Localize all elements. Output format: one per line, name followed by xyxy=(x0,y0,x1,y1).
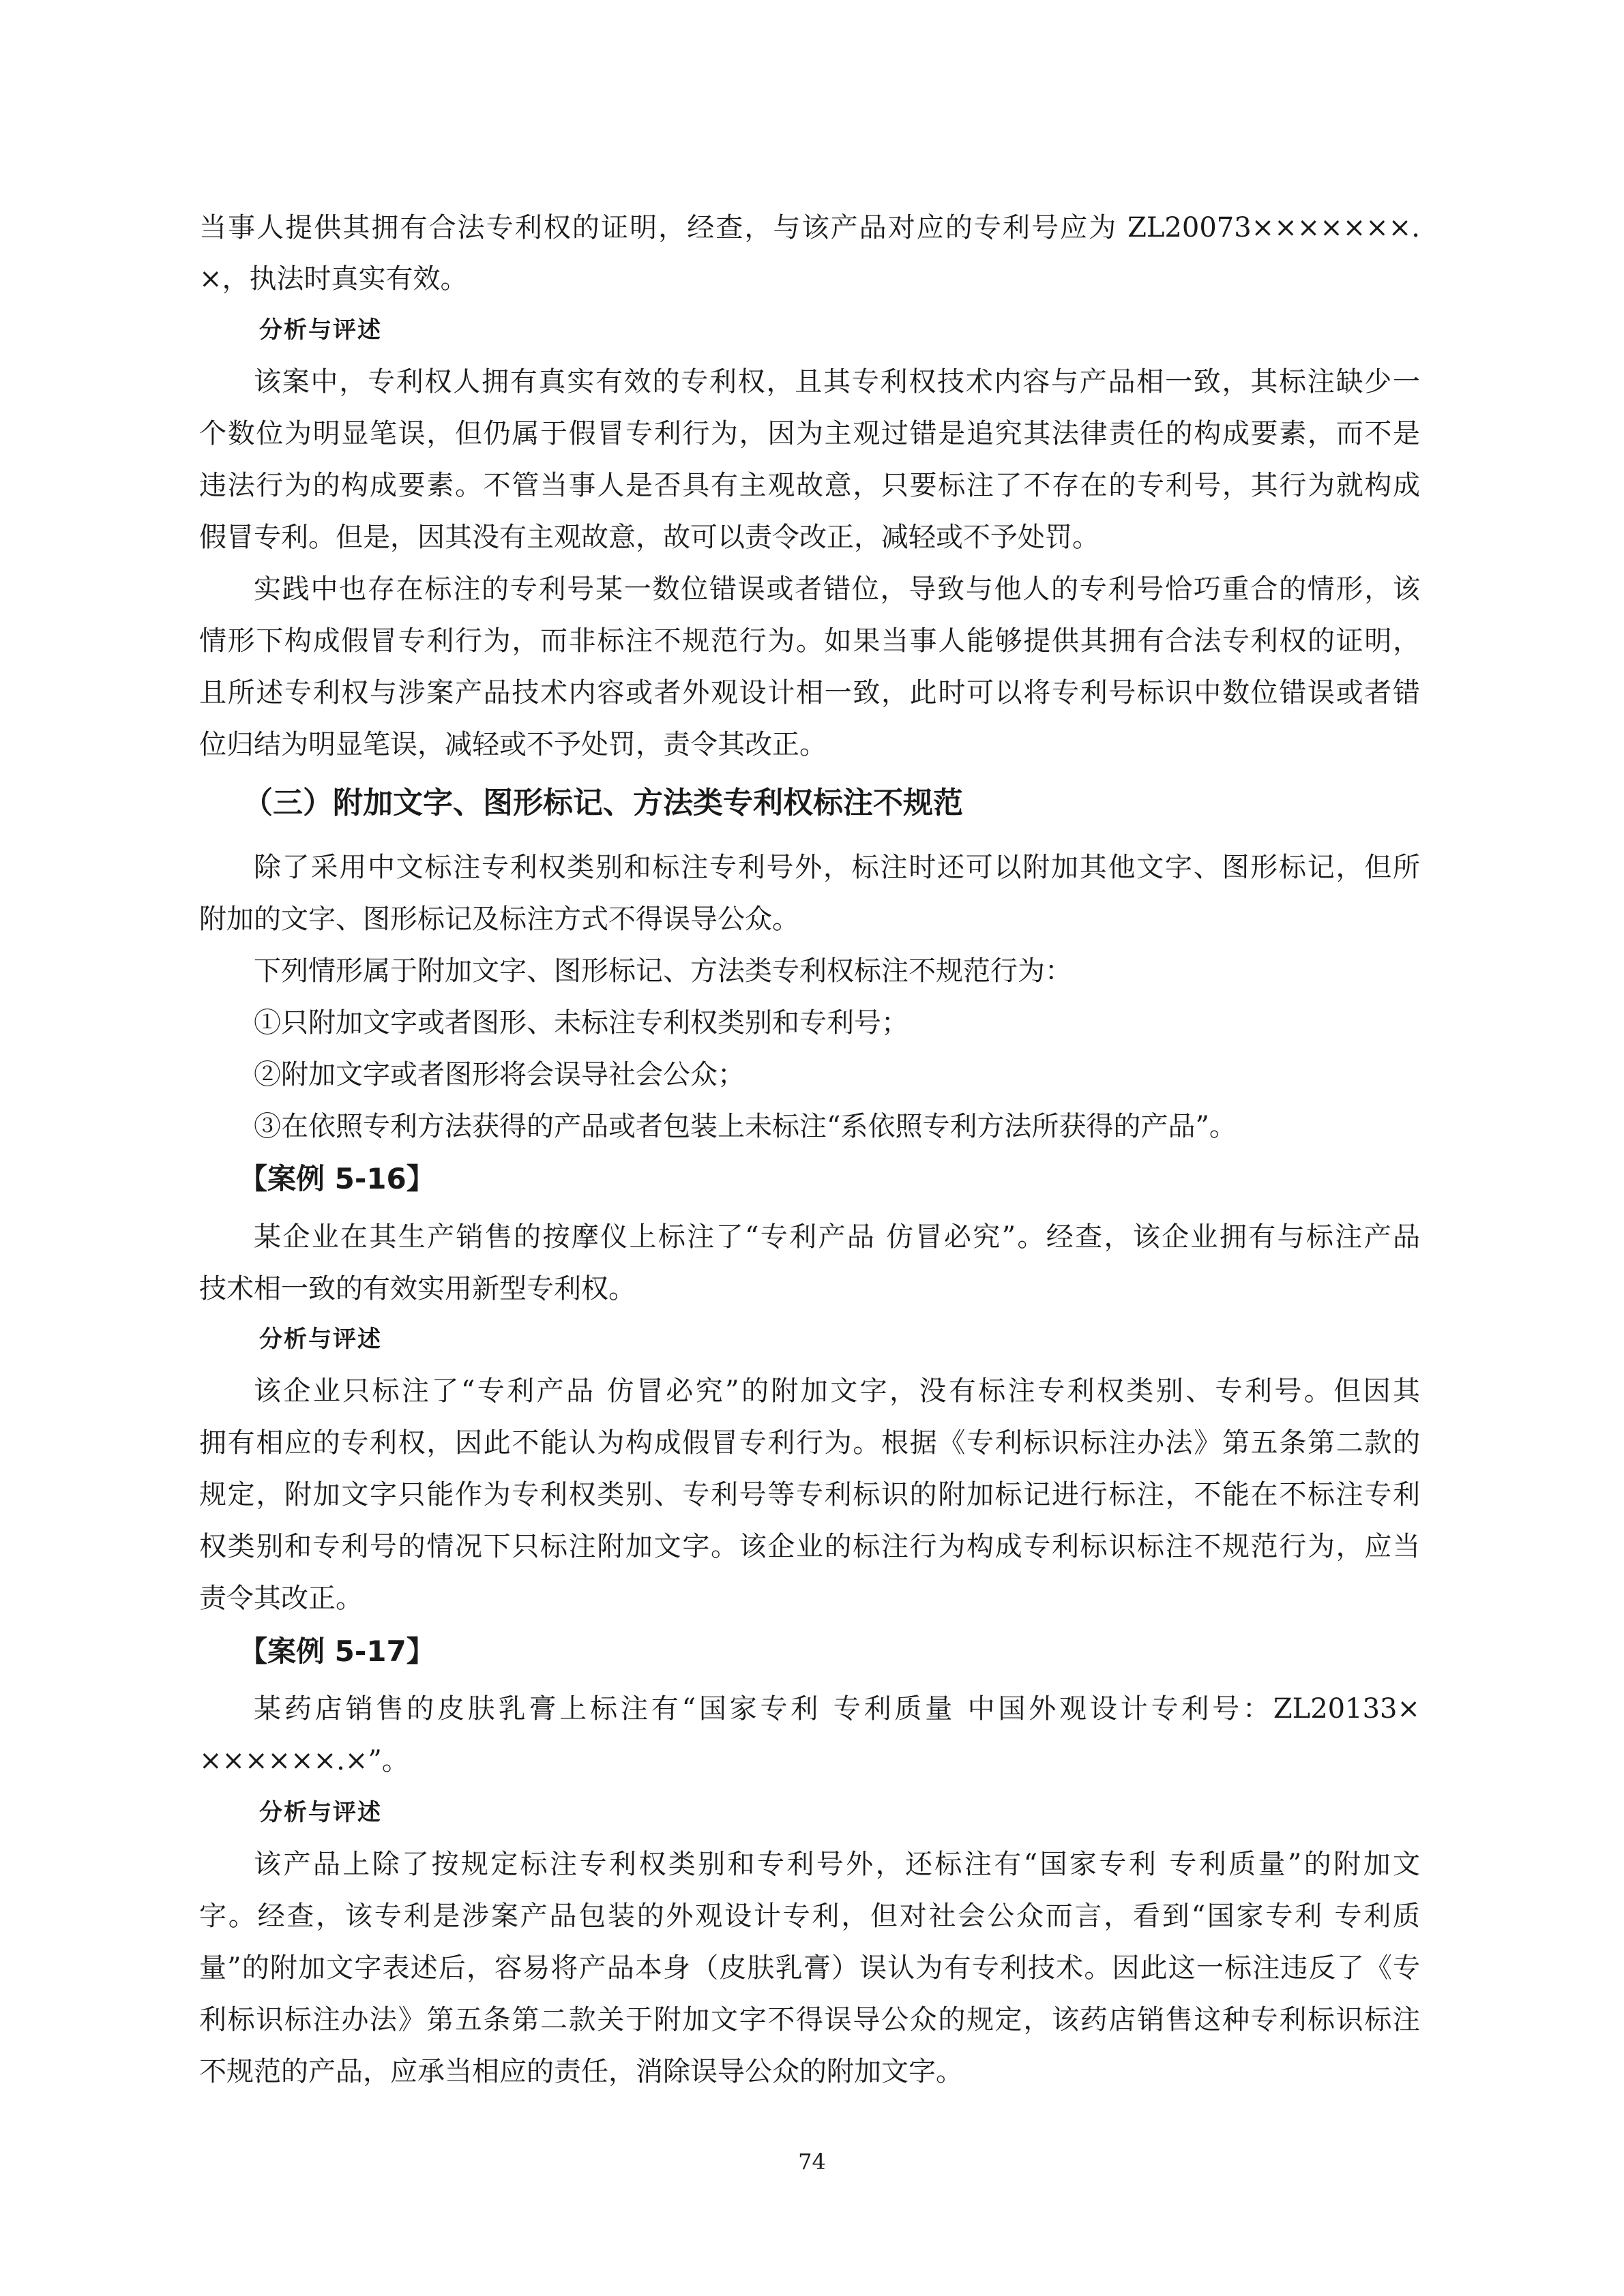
case17-line: 某药店销售的皮肤乳膏上标注有“国家专利 专利质量 中国外观设计专利号：ZL20133× xyxy=(254,1693,1420,1725)
case16-analysis-line: 权类别和专利号的情况下只标注附加文字。该企业的标注行为构成专利标识标注不规范行为，应当 xyxy=(199,1531,1420,1562)
case16-line: 某企业在其生产销售的按摩仪上标注了“专利产品 仿冒必究”。经查，该企业拥有与标注产品 xyxy=(254,1221,1420,1253)
case17-analysis-line: 量”的附加文字表述后，容易将产品本身（皮肤乳膏）误认为有专利技术。因此这一标注违反了《专 xyxy=(199,1952,1420,1984)
case-title-5-16: 【案例 5-16】 xyxy=(239,1162,435,1195)
intro-line-1: 当事人提供其拥有合法专利权的证明，经查，与该产品对应的专利号应为 ZL20073×××××××. xyxy=(199,212,1420,243)
analysis1-p2-line: 且所述专利权与涉案产品技术内容或者外观设计相一致，此时可以将专利号标识中数位错误或者错 xyxy=(199,677,1420,709)
case-title-5-17: 【案例 5-17】 xyxy=(239,1635,435,1668)
page-number: 74 xyxy=(798,2149,826,2175)
analysis-label-2: 分析与评述 xyxy=(259,1326,382,1353)
list-item: ②附加文字或者图形将会误导社会公众； xyxy=(254,1059,745,1090)
case17-analysis-line: 字。经查，该专利是涉案产品包装的外观设计专利，但对社会公众而言，看到“国家专利 专利质 xyxy=(199,1900,1420,1932)
case17-analysis-line: 该产品上除了按规定标注专利权类别和专利号外，还标注有“国家专利 专利质量”的附加文 xyxy=(254,1849,1420,1880)
section3-p1-line: 除了采用中文标注专利权类别和标注专利号外，标注时还可以附加其他文字、图形标记，但所 xyxy=(254,852,1420,883)
case17-line: ××××××.×”。 xyxy=(199,1745,409,1776)
case17-analysis-line: 利标识标注办法》第五条第二款关于附加文字不得误导公众的规定，该药店销售这种专利标识标注 xyxy=(199,2004,1420,2036)
analysis1-p2-line: 实践中也存在标注的专利号某一数位错误或者错位，导致与他人的专利号恰巧重合的情形，该 xyxy=(254,573,1420,605)
intro-line-2: ×，执法时真实有效。 xyxy=(199,263,468,295)
analysis1-p2-line: 位归结为明显笔误，减轻或不予处罚，责令其改正。 xyxy=(199,729,827,760)
analysis-label-1: 分析与评述 xyxy=(259,316,382,344)
case16-analysis-line: 该企业只标注了“专利产品 仿冒必究”的附加文字，没有标注专利权类别、专利号。但因其 xyxy=(254,1375,1420,1407)
section-heading: （三）附加文字、图形标记、方法类专利权标注不规范 xyxy=(243,786,963,820)
section3-p2: 下列情形属于附加文字、图形标记、方法类专利权标注不规范行为： xyxy=(254,955,1072,987)
analysis1-p1-line: 个数位为明显笔误，但仍属于假冒专利行为，因为主观过错是追究其法律责任的构成要素，而不是 xyxy=(199,418,1420,449)
analysis1-p1-line: 该案中，专利权人拥有真实有效的专利权，且其专利权技术内容与产品相一致，其标注缺少一 xyxy=(254,366,1420,398)
case16-analysis-line: 规定，附加文字只能作为专利权类别、专利号等专利标识的附加标记进行标注，不能在不标注专利 xyxy=(199,1479,1420,1510)
list-item: ③在依照专利方法获得的产品或者包装上未标注“系依照专利方法所获得的产品”。 xyxy=(254,1111,1237,1142)
analysis1-p1-line: 假冒专利。但是，因其没有主观故意，故可以责令改正，减轻或不予处罚。 xyxy=(199,522,1099,553)
case17-analysis-line: 不规范的产品，应承当相应的责任，消除误导公众的附加文字。 xyxy=(199,2056,963,2087)
case16-analysis-line: 拥有相应的专利权，因此不能认为构成假冒专利行为。根据《专利标识标注办法》第五条第二款的 xyxy=(199,1427,1420,1459)
case16-analysis-line: 责令其改正。 xyxy=(199,1583,363,1614)
list-item: ①只附加文字或者图形、未标注专利权类别和专利号； xyxy=(254,1007,909,1039)
analysis-label-3: 分析与评述 xyxy=(259,1799,382,1826)
case16-line: 技术相一致的有效实用新型专利权。 xyxy=(199,1273,636,1304)
section3-p1-line: 附加的文字、图形标记及标注方式不得误导公众。 xyxy=(199,904,799,935)
analysis1-p1-line: 违法行为的构成要素。不管当事人是否具有主观故意，只要标注了不存在的专利号，其行为就构成 xyxy=(199,470,1420,501)
analysis1-p2-line: 情形下构成假冒专利行为，而非标注不规范行为。如果当事人能够提供其拥有合法专利权的证明， xyxy=(199,625,1420,657)
